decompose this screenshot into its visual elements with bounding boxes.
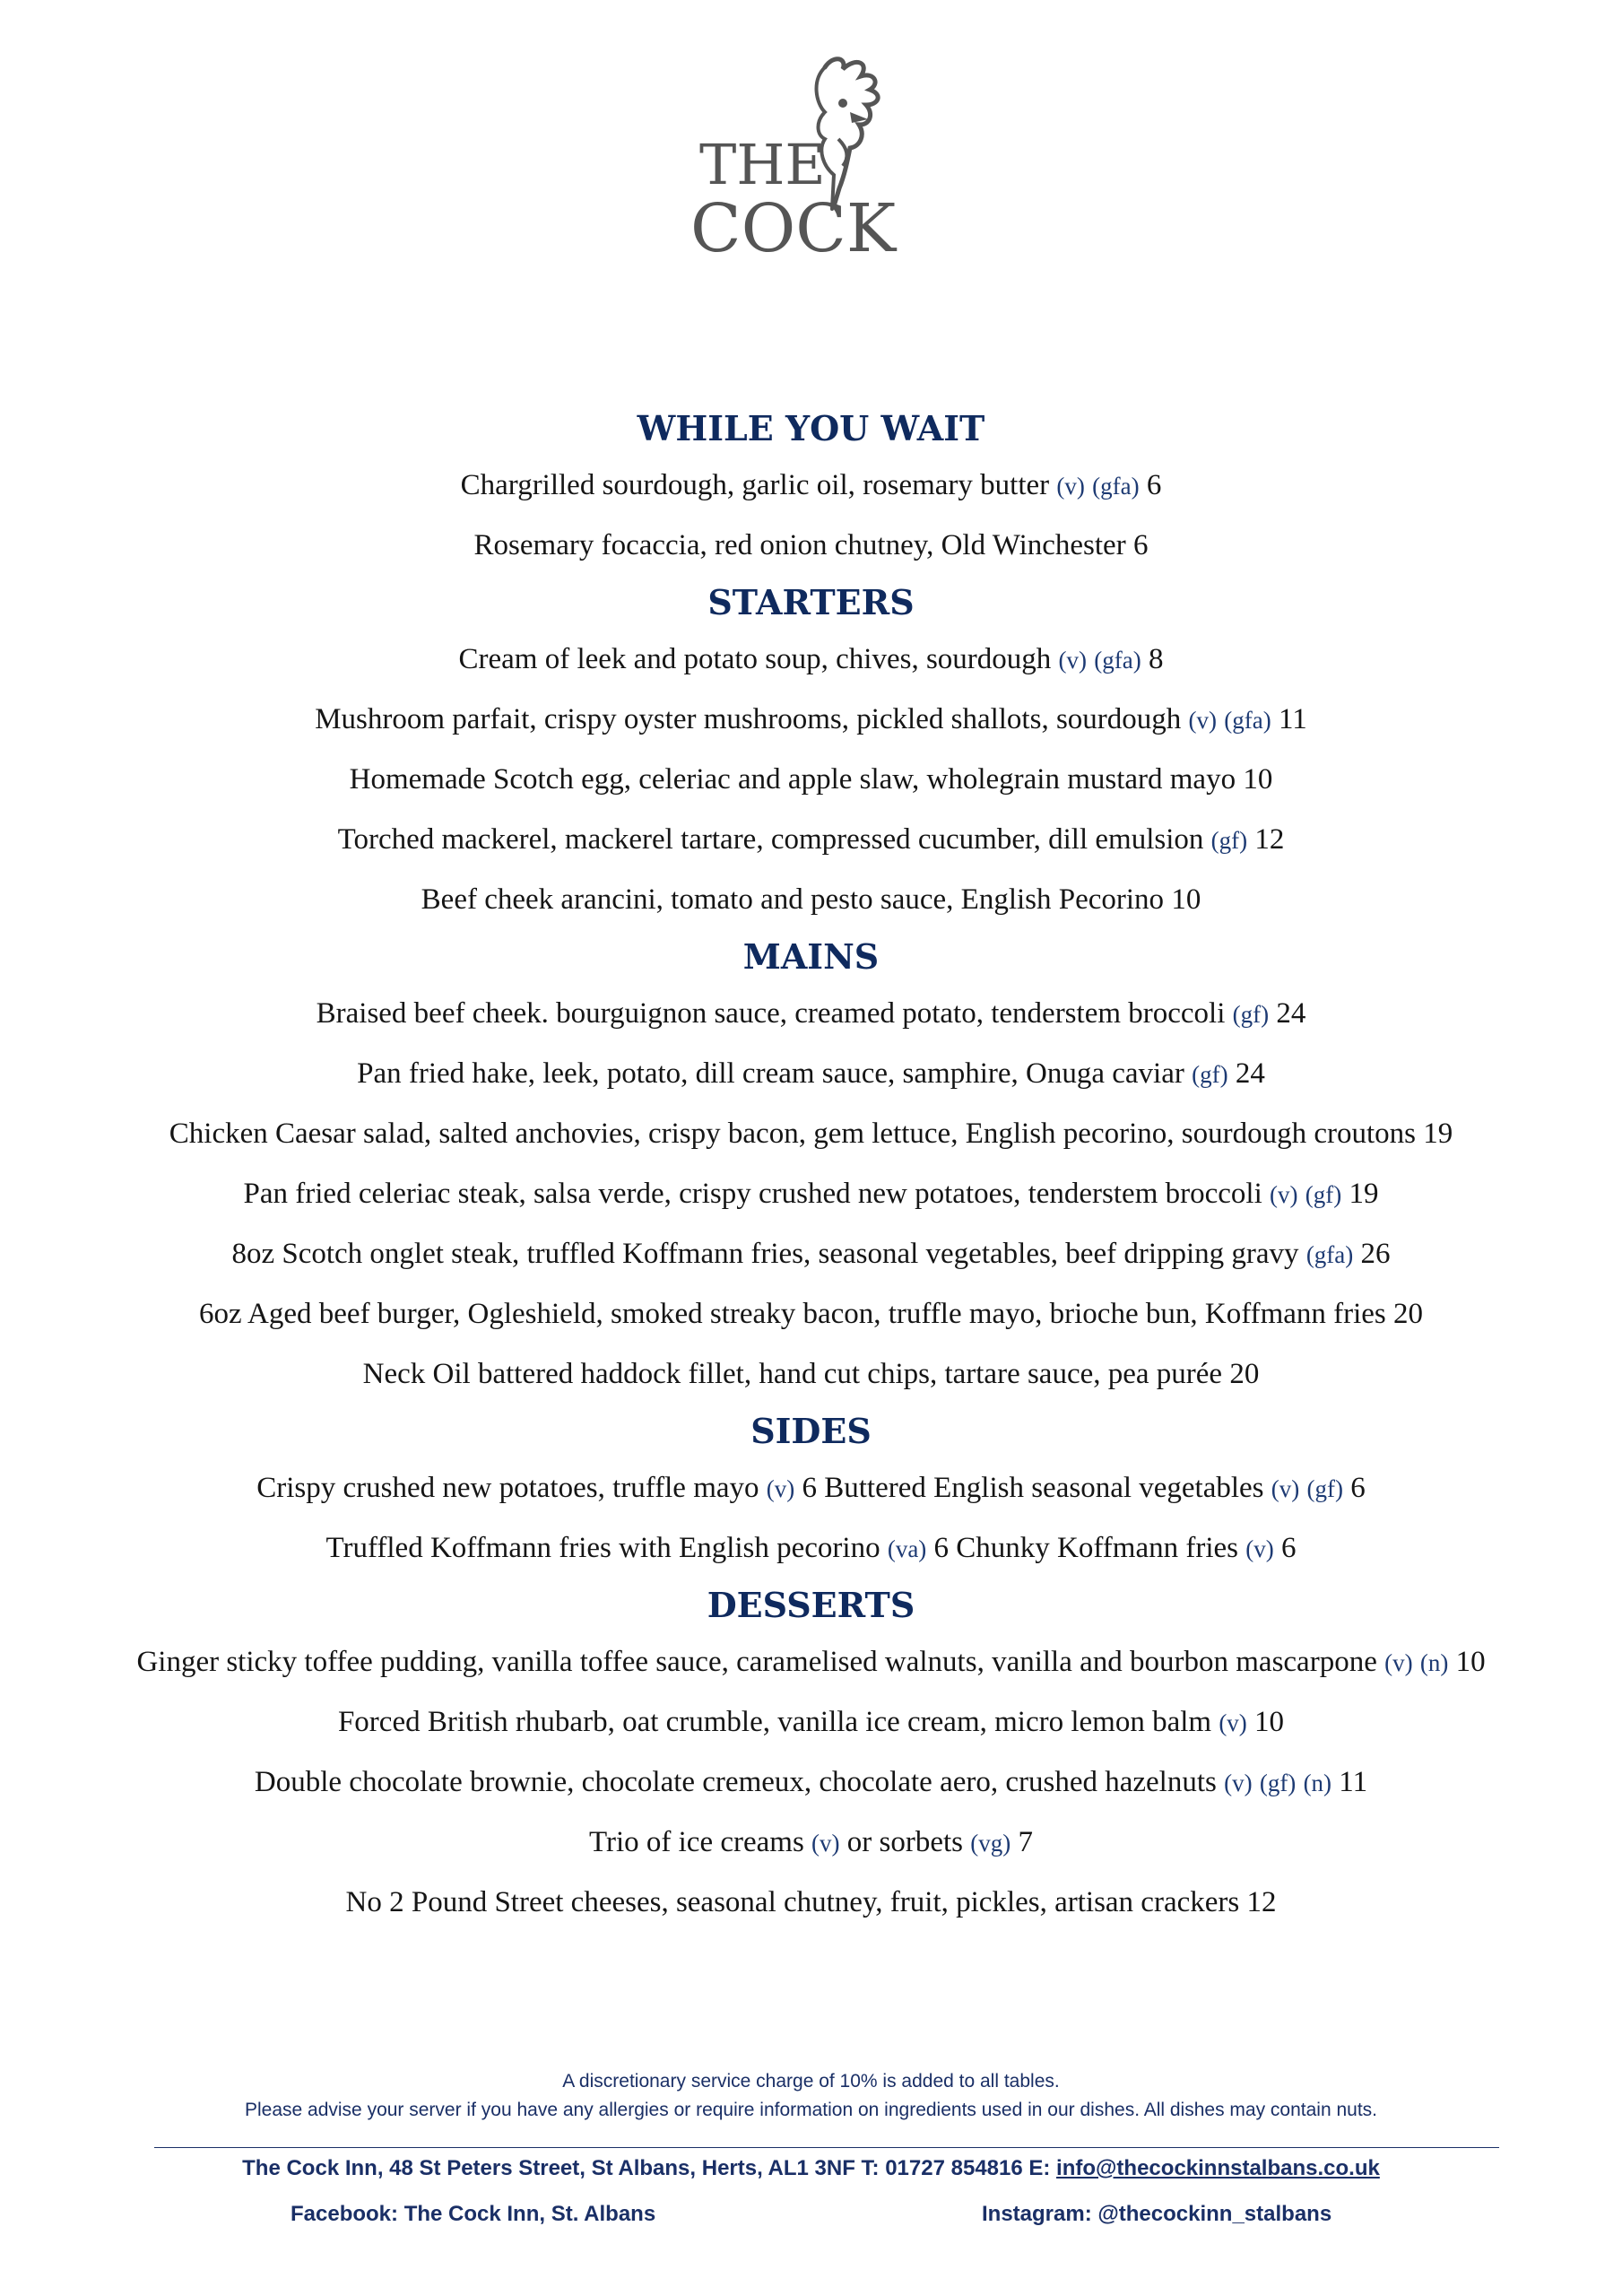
section-title: WHILE YOU WAIT <box>637 408 985 448</box>
item-price: 11 <box>1278 703 1307 735</box>
item-price: 6 <box>802 1472 817 1504</box>
item-price: 10 <box>1243 763 1273 796</box>
item-price: 10 <box>1254 1706 1285 1738</box>
dietary-tag: (gf) <box>1210 827 1248 854</box>
menu-item <box>0 1284 1622 1344</box>
item-description: Neck Oil battered haddock fillet, hand cut chips, tartare sauce, pea purée <box>362 1358 1223 1390</box>
section-title: MAINS <box>742 936 880 977</box>
item-description: Pan fried celeriac steak, salsa verde, crispy crushed new potatoes, tenderstem broccoli <box>243 1178 1262 1210</box>
rooster-icon <box>690 49 932 265</box>
dietary-tag: (v) <box>1245 1535 1274 1562</box>
dietary-tag: (va) <box>887 1535 927 1562</box>
item-price: 20 <box>1229 1358 1260 1390</box>
menu-item <box>0 810 1622 870</box>
menu-item <box>0 456 1622 516</box>
item-price: 6 <box>1350 1472 1366 1504</box>
item-description: 8oz Scotch onglet steak, truffled Koffmann fries, seasonal vegetables, beef dripping gravy <box>231 1238 1299 1270</box>
dietary-tag: (gfa) <box>1094 647 1141 674</box>
item-price: 12 <box>1254 823 1285 856</box>
logo <box>690 49 932 265</box>
dietary-tag: (n) <box>1419 1649 1449 1676</box>
item-price: 12 <box>1246 1886 1277 1918</box>
menu-item <box>0 1044 1622 1104</box>
logo-line2: COCK <box>690 190 897 265</box>
allergy-note: Please advise your server if you have any allergies or require information on ingredients used in our dishes. All dishes may contain nuts. <box>244 2100 1377 2120</box>
item-price: 8 <box>1148 643 1164 675</box>
menu-item <box>0 1873 1622 1933</box>
section-title: DESSERTS <box>707 1585 915 1625</box>
item-description: No 2 Pound Street cheeses, seasonal chutney, fruit, pickles, artisan crackers <box>345 1886 1240 1918</box>
menu-item <box>0 1692 1622 1752</box>
item-price: 20 <box>1393 1298 1424 1330</box>
menu-item <box>0 984 1622 1044</box>
dietary-tag: (v) <box>1224 1770 1253 1796</box>
item-price: 11 <box>1339 1766 1368 1798</box>
footer-notes <box>0 2067 1622 2125</box>
item-price: 26 <box>1360 1238 1391 1270</box>
logo-line1: THE <box>699 132 826 197</box>
dietary-tag: (gf) <box>1259 1770 1297 1796</box>
dietary-tag: (v) <box>766 1475 795 1502</box>
item-description: Mushroom parfait, crispy oyster mushrooms, pickled shallots, sourdough <box>315 703 1182 735</box>
section-title: STARTERS <box>707 582 915 622</box>
item-description: Chunky Koffmann fries <box>956 1532 1238 1564</box>
menu-item <box>0 690 1622 750</box>
item-price: 6 <box>1146 469 1162 501</box>
footer-contact <box>0 2156 1622 2181</box>
item-description: Forced British rhubarb, oat crumble, vanilla ice cream, micro lemon balm <box>337 1706 1212 1738</box>
menu-item <box>0 1224 1622 1284</box>
menu-item <box>0 630 1622 690</box>
item-description: Homemade Scotch egg, celeriac and apple slaw, wholegrain mustard mayo <box>349 763 1236 796</box>
dietary-tag: (gf) <box>1192 1061 1228 1088</box>
facebook-link[interactable]: Facebook: The Cock Inn, St. Albans <box>291 2202 656 2226</box>
menu-item <box>0 750 1622 810</box>
dietary-tag: (gfa) <box>1224 707 1271 734</box>
menu-item <box>0 1518 1622 1578</box>
instagram-link[interactable]: Instagram: @thecockinn_stalbans <box>982 2202 1332 2226</box>
dietary-tag: (gfa) <box>1092 473 1140 500</box>
item-description: Double chocolate brownie, chocolate cremeux, chocolate aero, crushed hazelnuts <box>254 1766 1217 1798</box>
item-description: or sorbets <box>846 1826 964 1858</box>
section-title: SIDES <box>750 1411 872 1451</box>
item-price: 6 <box>1280 1532 1297 1564</box>
dietary-tag: (v) <box>1188 707 1218 734</box>
item-description: Beef cheek arancini, tomato and pesto sauce, English Pecorino <box>421 883 1165 916</box>
dietary-tag: (gf) <box>1232 1001 1270 1028</box>
menu-item <box>0 1752 1622 1813</box>
menu-item <box>0 1104 1622 1164</box>
item-description: Cream of leek and potato soup, chives, sourdough <box>458 643 1052 675</box>
dietary-tag: (n) <box>1303 1770 1332 1796</box>
menu-item <box>0 870 1622 930</box>
dietary-tag: (v) <box>1271 1475 1300 1502</box>
item-price: 19 <box>1349 1178 1379 1210</box>
item-price: 10 <box>1171 883 1201 916</box>
dietary-tag: (vg) <box>970 1830 1011 1857</box>
item-price: 19 <box>1423 1118 1453 1150</box>
item-description: 6oz Aged beef burger, Ogleshield, smoked streaky bacon, truffle mayo, brioche bun, Koffmann fries <box>198 1298 1386 1330</box>
dietary-tag: (v) <box>811 1830 840 1857</box>
item-description: Torched mackerel, mackerel tartare, compressed cucumber, dill emulsion <box>337 823 1204 856</box>
item-description: Trio of ice creams <box>588 1826 804 1858</box>
item-price: 24 <box>1276 997 1306 1030</box>
dietary-tag: (v) <box>1058 647 1088 674</box>
item-price: 6 <box>1132 529 1149 561</box>
item-description: Truffled Koffmann fries with English pecorino <box>325 1532 880 1564</box>
email-link[interactable]: info@thecockinnstalbans.co.uk <box>1056 2156 1380 2180</box>
item-description: Buttered English seasonal vegetables <box>824 1472 1264 1504</box>
menu-item <box>0 1813 1622 1873</box>
item-price: 7 <box>1018 1826 1033 1858</box>
item-description: Chargrilled sourdough, garlic oil, rosemary butter <box>460 469 1050 501</box>
service-charge-note: A discretionary service charge of 10% is added to all tables. <box>562 2071 1060 2092</box>
item-price: 6 <box>933 1532 950 1564</box>
dietary-tag: (v) <box>1056 473 1085 500</box>
item-description: Braised beef cheek. bourguignon sauce, creamed potato, tenderstem broccoli <box>316 997 1226 1030</box>
address-text: The Cock Inn, 48 St Peters Street, St Albans, Herts, AL1 3NF T: 01727 854816 E: <box>242 2156 1051 2180</box>
menu-item <box>0 1164 1622 1224</box>
menu-item <box>0 1458 1622 1518</box>
item-description: Rosemary focaccia, red onion chutney, Old Winchester <box>473 529 1126 561</box>
dietary-tag: (v) <box>1219 1709 1247 1736</box>
menu-item <box>0 516 1622 576</box>
item-description: Crispy crushed new potatoes, truffle mayo <box>256 1472 759 1504</box>
dietary-tag: (gfa) <box>1305 1241 1354 1268</box>
item-description: Pan fried hake, leek, potato, dill cream sauce, samphire, Onuga caviar <box>357 1057 1184 1090</box>
dietary-tag: (v) <box>1270 1181 1298 1208</box>
dietary-tag: (gf) <box>1306 1475 1343 1502</box>
menu-body <box>0 402 1622 1933</box>
dietary-tag: (v) <box>1384 1649 1413 1676</box>
item-price: 24 <box>1235 1057 1265 1090</box>
item-description: Chicken Caesar salad, salted anchovies, crispy bacon, gem lettuce, English pecorino, sourdough croutons <box>169 1118 1416 1150</box>
menu-item <box>0 1632 1622 1692</box>
item-description: Ginger sticky toffee pudding, vanilla toffee sauce, caramelised walnuts, vanilla and bourbon mascarpone <box>136 1646 1377 1678</box>
dietary-tag: (gf) <box>1305 1181 1342 1208</box>
item-price: 10 <box>1455 1646 1486 1678</box>
footer-divider <box>154 2147 1499 2148</box>
menu-item <box>0 1344 1622 1405</box>
